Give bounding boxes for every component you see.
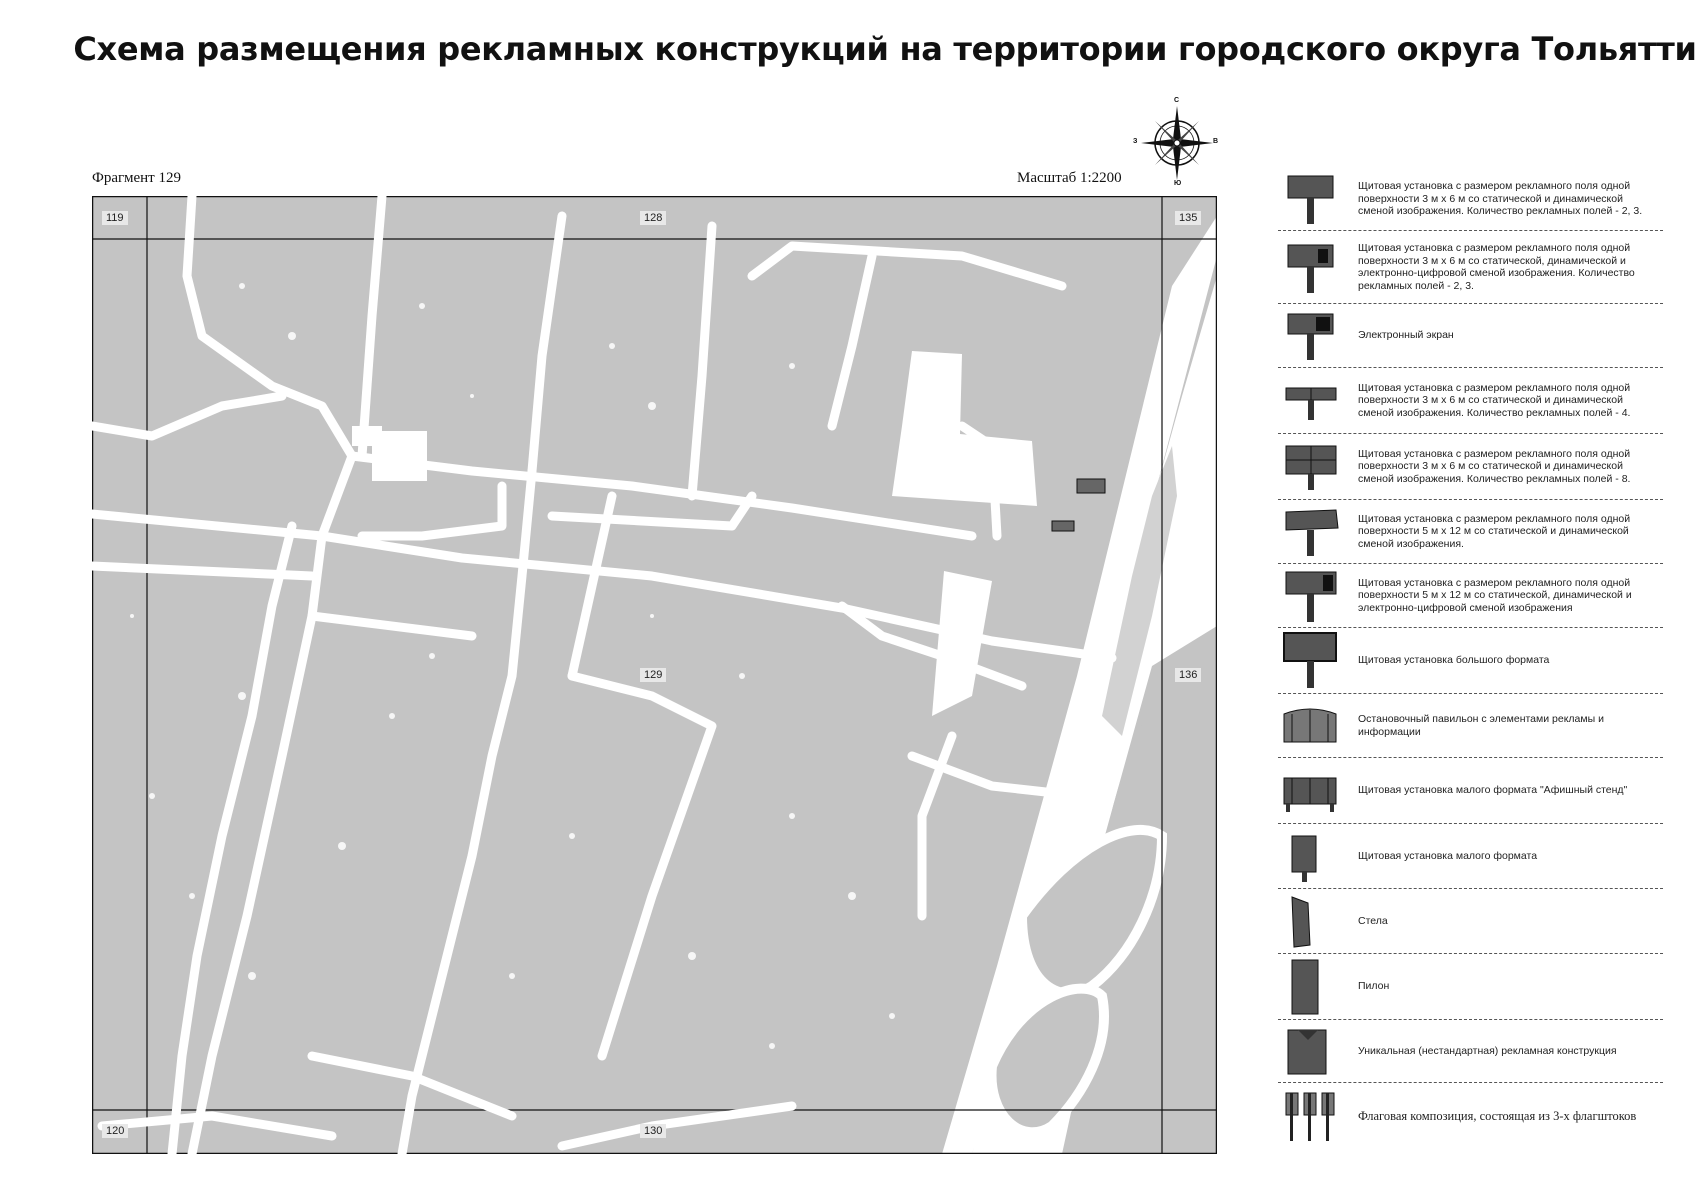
legend-item <box>1278 889 1663 954</box>
small-format-board-icon <box>1278 824 1358 888</box>
compass-north-label: С <box>1174 97 1180 104</box>
fragment-label: Фрагмент 129 <box>92 170 181 186</box>
grid-label-136: 136 <box>1175 668 1201 682</box>
flag-composition-icon <box>1278 1083 1358 1149</box>
unique-structure-icon <box>1278 1020 1358 1082</box>
legend-item <box>1278 1083 1663 1149</box>
grid-label-135: 135 <box>1175 211 1201 225</box>
legend-item <box>1278 368 1663 434</box>
legend-item <box>1278 231 1663 304</box>
grid-label-120: 120 <box>102 1124 128 1138</box>
grid-label-119: 119 <box>102 211 128 225</box>
legend-item <box>1278 500 1663 564</box>
legend-item <box>1278 304 1663 368</box>
billboard-3x6-icon <box>1278 168 1358 230</box>
legend-text: Щитовая установка с размером рекламного поля одной поверхности 3 м х 6 м со статической и динамической сменой изображения. Количество рекламных полей - 2, 3. <box>1358 180 1643 218</box>
billboard-5x12-digital-icon <box>1278 564 1358 627</box>
compass-rose-icon <box>1133 97 1219 187</box>
compass-west-label: З <box>1133 138 1138 145</box>
legend-text: Щитовая установка с размером рекламного поля одной поверхности 3 м х 6 м со статической и динамической сменой изображения. Количество рекламных полей - 8. <box>1358 447 1631 485</box>
legend <box>1278 168 1663 1149</box>
electronic-screen-icon <box>1278 304 1358 367</box>
legend-item <box>1278 824 1663 889</box>
legend-item <box>1278 694 1663 758</box>
legend-item <box>1278 434 1663 500</box>
map-ad-marker[interactable] <box>1077 479 1105 493</box>
grid-label-130: 130 <box>640 1124 666 1138</box>
bus-stop-pavilion-icon <box>1278 694 1358 757</box>
grid-label-128: 128 <box>640 211 666 225</box>
billboard-5x12-icon <box>1278 500 1358 563</box>
legend-text: Пилон <box>1358 980 1390 993</box>
legend-text: Флаговая композиция, состоящая из 3-х флагштоков <box>1358 1109 1637 1123</box>
legend-text: Уникальная (нестандартная) рекламная конструкция <box>1358 1044 1617 1057</box>
legend-text: Щитовая установка с размером рекламного поля одной поверхности 3 м х 6 м со статической, динамической и электронно-цифровой сменой изображения. Количество рекламных полей - 2, 3. <box>1358 242 1635 292</box>
legend-text: Стела <box>1358 914 1388 927</box>
legend-item <box>1278 168 1663 231</box>
legend-text: Остановочный павильон с элементами рекламы и информации <box>1358 713 1604 738</box>
map-ad-marker[interactable] <box>1052 521 1074 531</box>
legend-text: Щитовая установка большого формата <box>1358 654 1550 667</box>
stele-icon <box>1278 889 1358 953</box>
legend-item <box>1278 1020 1663 1083</box>
grid-label-129: 129 <box>640 668 666 682</box>
compass-south-label: Ю <box>1174 180 1182 187</box>
legend-item <box>1278 758 1663 824</box>
legend-text: Щитовая установка с размером рекламного поля одной поверхности 5 м х 12 м со статической, динамической и электронно-цифровой сменой изображения <box>1358 576 1632 614</box>
billboard-8-fields-icon <box>1278 434 1358 499</box>
pylon-icon <box>1278 954 1358 1019</box>
legend-item <box>1278 564 1663 628</box>
map-fragment[interactable] <box>92 196 1217 1154</box>
scale-label: Масштаб 1:2200 <box>1017 170 1122 186</box>
large-format-billboard-icon <box>1278 628 1358 693</box>
legend-text: Щитовая установка с размером рекламного поля одной поверхности 3 м х 6 м со статической и динамической сменой изображения. Количество рекламных полей - 4. <box>1358 381 1631 419</box>
legend-text: Щитовая установка с размером рекламного поля одной поверхности 5 м х 12 м со статической и динамической сменой изображения. <box>1358 512 1631 550</box>
billboard-3x6-digital-icon <box>1278 231 1358 303</box>
billboard-4-fields-icon <box>1278 368 1358 433</box>
legend-item <box>1278 628 1663 694</box>
page-title: Схема размещения рекламных конструкций на территории городского округа Тольятти <box>73 30 1697 68</box>
legend-text: Щитовая установка малого формата "Афишный стенд" <box>1358 784 1628 797</box>
legend-item <box>1278 954 1663 1020</box>
legend-text: Щитовая установка малого формата <box>1358 849 1538 862</box>
compass-east-label: В <box>1213 138 1219 145</box>
poster-stand-icon <box>1278 758 1358 823</box>
legend-text: Электронный экран <box>1358 329 1454 342</box>
